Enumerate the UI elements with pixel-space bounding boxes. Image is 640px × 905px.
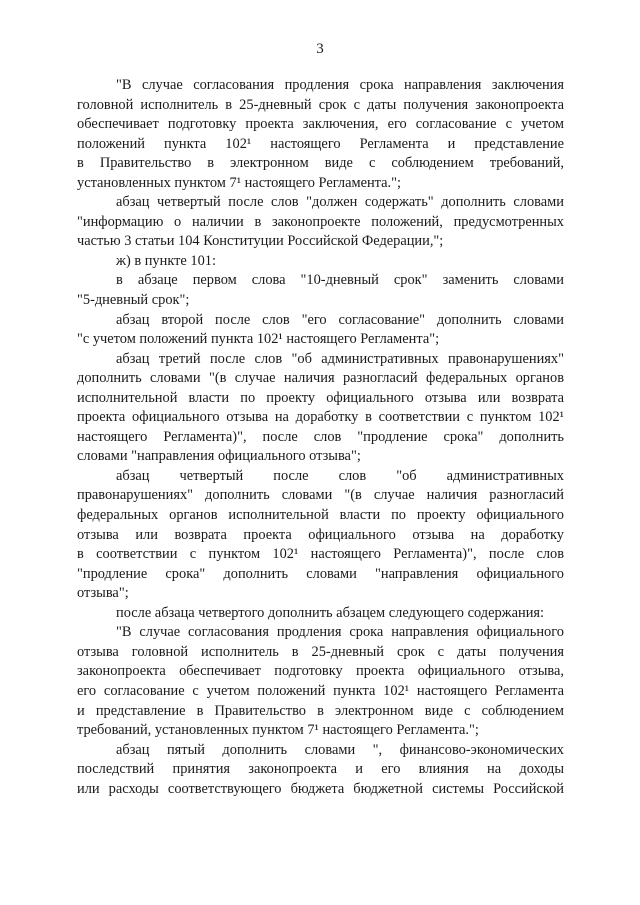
text-line: абзац четвертый после слов "должен содержать" дополнить словами (116, 194, 564, 211)
text-line: отзыва"; (77, 585, 129, 602)
paragraph (77, 252, 564, 272)
paragraph (77, 311, 564, 350)
text-line: в абзаце первом слова "10-дневный срок" заменить словами (116, 272, 564, 289)
paragraph (77, 604, 564, 624)
text-line: федеральных органов исполнительной власти по проекту официального (77, 507, 564, 524)
paragraph (77, 271, 564, 310)
text-line: отзыва головной исполнитель в 25-дневный срок с даты получения (77, 643, 564, 660)
text-line: "В случае согласования продления срока направления официального (116, 624, 564, 641)
text-line: законопроекта обеспечивает подготовку проекта официального отзыва, (77, 663, 564, 680)
text-line: "продление срока" дополнить словами "направления официального (77, 565, 564, 582)
text-line: абзац третий после слов "об административных правонарушениях" (116, 350, 564, 367)
text-line: последствий принятия законопроекта и его влияния на доходы (77, 761, 564, 778)
text-line: абзац четвертый после слов "об административных (116, 467, 564, 484)
paragraph (77, 193, 564, 252)
paragraph (77, 76, 564, 193)
text-line: "В случае согласования продления срока направления заключения (116, 77, 564, 93)
text-line: ж) в пункте 101: (116, 252, 216, 269)
text-line: настоящего Регламента)", после слов "продление срока" дополнить (77, 428, 564, 445)
text-line: "5-дневный срок"; (77, 292, 190, 309)
paragraph (77, 350, 564, 467)
text-line: исполнительной власти по проекту официального отзыва или возврата (77, 389, 564, 406)
text-line: отзыва или возврата проекта официального отзыва на доработку (77, 526, 564, 543)
text-line: его согласование с учетом положений пункта 102¹ настоящего Регламента (77, 682, 564, 699)
paragraph (77, 623, 564, 740)
text-line: в соответствии с пунктом 102¹ настоящего Регламента)", после слов (77, 546, 564, 563)
text-line: словами "направления официального отзыва"; (77, 448, 361, 465)
text-line: правонарушениях" дополнить словами "(в случае наличия разногласий (77, 487, 564, 504)
text-line: абзац второй после слов "его согласование" дополнить словами (116, 311, 564, 328)
text-line: в Правительство в электронном виде с соблюдением требований, (77, 155, 564, 172)
text-line: установленных пунктом 7¹ настоящего Регламента."; (77, 174, 401, 191)
text-line: частью 3 статьи 104 Конституции Российской Федерации,"; (77, 233, 444, 250)
paragraph (77, 741, 564, 800)
text-line: или расходы соответствующего бюджета бюджетной системы Российской (77, 780, 564, 797)
page-number: 3 (316, 41, 324, 57)
text-line: после абзаца четвертого дополнить абзацем следующего содержания: (116, 604, 545, 621)
text-line: абзац пятый дополнить словами ", финансово-экономических (116, 741, 564, 758)
text-line: проекта официального отзыва на доработку в соответствии с пунктом 102¹ (77, 409, 564, 426)
text-line: требований, установленных пунктом 7¹ настоящего Регламента."; (77, 722, 479, 739)
text-line: положений пункта 102¹ настоящего Регламента и представление (77, 135, 564, 152)
text-line: и представление в Правительство в электронном виде с соблюдением (77, 702, 564, 719)
text-line: "информацию о наличии в законопроекте положений, предусмотренных (77, 213, 564, 230)
text-line: обеспечивает подготовку проекта заключения, его согласование с учетом (77, 116, 564, 133)
document-body (77, 76, 564, 799)
text-line: головной исполнитель в 25-дневный срок с даты получения законопроекта (77, 96, 564, 113)
text-line: дополнить словами "(в случае наличия разногласий федеральных органов (77, 370, 564, 387)
text-line: "с учетом положений пункта 102¹ настоящего Регламента"; (77, 331, 440, 348)
paragraph (77, 467, 564, 604)
